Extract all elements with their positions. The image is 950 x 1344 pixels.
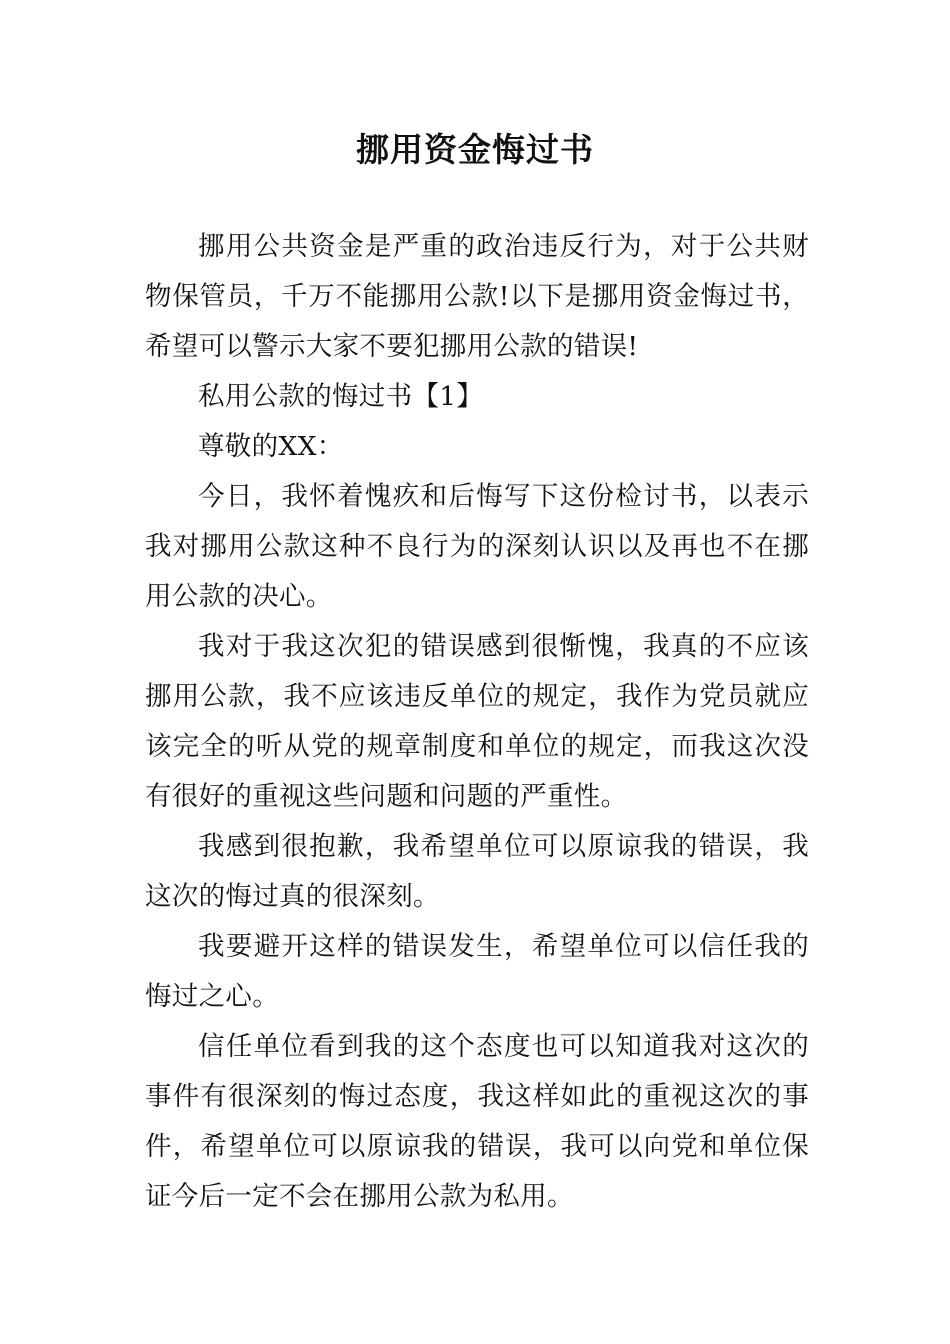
section-heading: 私用公款的悔过书【1】 [198,381,484,412]
document-body [145,222,809,1222]
body-paragraph: 我对于我这次犯的错误感到很惭愧，我真的不应该挪用公款，我不应该违反单位的规定，我作为党员就应该完全的听从党的规章制度和单位的规定，而我这次没有很好的重视这些问题和问题的严重性。 [145,631,809,812]
intro-paragraph: 挪用公共资金是严重的政治违反行为，对于公共财物保管员，千万不能挪用公款!以下是挪用资金悔过书，希望可以警示大家不要犯挪用公款的错误! [145,231,809,362]
body-paragraph: 我要避开这样的错误发生，希望单位可以信任我的悔过之心。 [145,931,809,1012]
salutation: 尊敬的XX： [198,431,344,462]
page-title: 挪用资金悔过书 [356,130,594,169]
body-paragraph: 信任单位看到我的这个态度也可以知道我对这次的事件有很深刻的悔过态度，我这样如此的重视这次的事件，希望单位可以原谅我的错误，我可以向党和单位保证今后一定不会在挪用公款为私用。 [145,1031,809,1212]
body-paragraph: 今日，我怀着愧疚和后悔写下这份检讨书，以表示我对挪用公款这种不良行为的深刻认识以及再也不在挪用公款的决心。 [145,481,809,612]
body-paragraph: 我感到很抱歉，我希望单位可以原谅我的错误，我这次的悔过真的很深刻。 [145,831,809,912]
